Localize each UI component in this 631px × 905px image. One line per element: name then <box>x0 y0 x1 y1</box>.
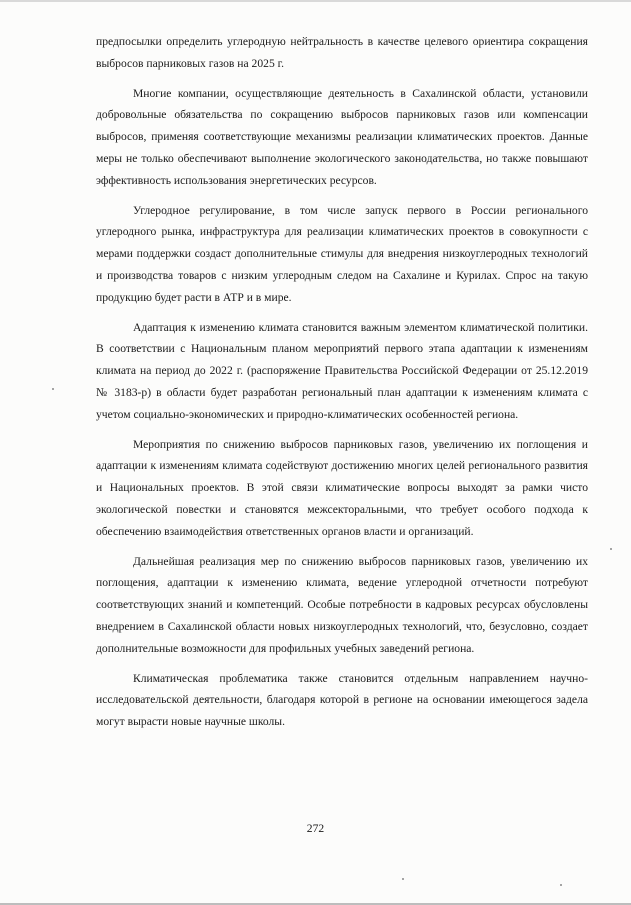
body-text <box>96 31 588 741</box>
scan-edge-top <box>0 0 631 2</box>
paragraph-competencies: Дальнейшая реализация мер по снижению выбросов парниковых газов, увеличению их поглощения, адаптации к изменению климата, ведение углеродной отчетности потребуют соответствующих знаний и компетенций. Особые потребности в кадровых ресурсах обусловлены внедрением в Сахалинской области новых низкоуглеродных технологий, что, безусловно, создает дополнительные возможности для профильных учебных заведений региона. <box>96 554 588 655</box>
scan-speck <box>52 388 54 390</box>
paragraph-companies: Многие компании, осуществляющие деятельность в Сахалинской области, установили добровольные обязательства по сокращению выбросов парниковых газов или компенсации выбросов, применяя соответствующие механизмы реализации климатических проектов. Данные меры не только обеспечивают выполнение экологического законодательства, но также повышают эффективность использования энергетических ресурсов. <box>96 86 588 187</box>
paragraph-carbon-regulation: Углеродное регулирование, в том числе запуск первого в России регионального углеродного рынка, инфраструктура для реализации климатических проектов в совокупности с мерами поддержки создаст дополнительные стимулы для внедрения низкоуглеродных технологий и производства товаров с низким углеродным следом на Сахалине и Курилах. Спрос на такую продукцию будет расти в АТР и в мире. <box>96 203 588 304</box>
page-number: 272 <box>306 822 325 835</box>
scan-speck <box>560 884 562 886</box>
paragraph-continuation: предпосылки определить углеродную нейтральность в качестве целевого ориентира сокращения выбросов парниковых газов на 2025 г. <box>96 35 588 70</box>
paragraph-measures: Мероприятия по снижению выбросов парниковых газов, увеличению их поглощения и адаптации к изменениям климата содействуют достижению многих целей регионального развития и Национальных проектов. В этой связи климатические вопросы выходят за рамки чисто экологической повестки и становятся межсекторальными, что требует особого подхода к обеспечению взаимодействия ответственных органов власти и организаций. <box>96 437 588 538</box>
scan-speck <box>402 878 404 880</box>
paragraph-adaptation: Адаптация к изменению климата становится важным элементом климатической политики. В соответствии с Национальным планом мероприятий первого этапа адаптации к изменениям климата на период до 2022 г. (распоряжение Правительства Российской Федерации от 25.12.2019 № 3183-р) в области будет разработан региональный план адаптации к изменениям климата с учетом социально-экономических и природно-климатических особенностей региона. <box>96 320 588 421</box>
scan-speck <box>610 548 612 550</box>
paragraph-research: Климатическая проблематика также становится отдельным направлением научно-исследовательской деятельности, благодаря которой в регионе на основании имеющегося задела могут вырасти новые научные школы. <box>96 671 588 729</box>
